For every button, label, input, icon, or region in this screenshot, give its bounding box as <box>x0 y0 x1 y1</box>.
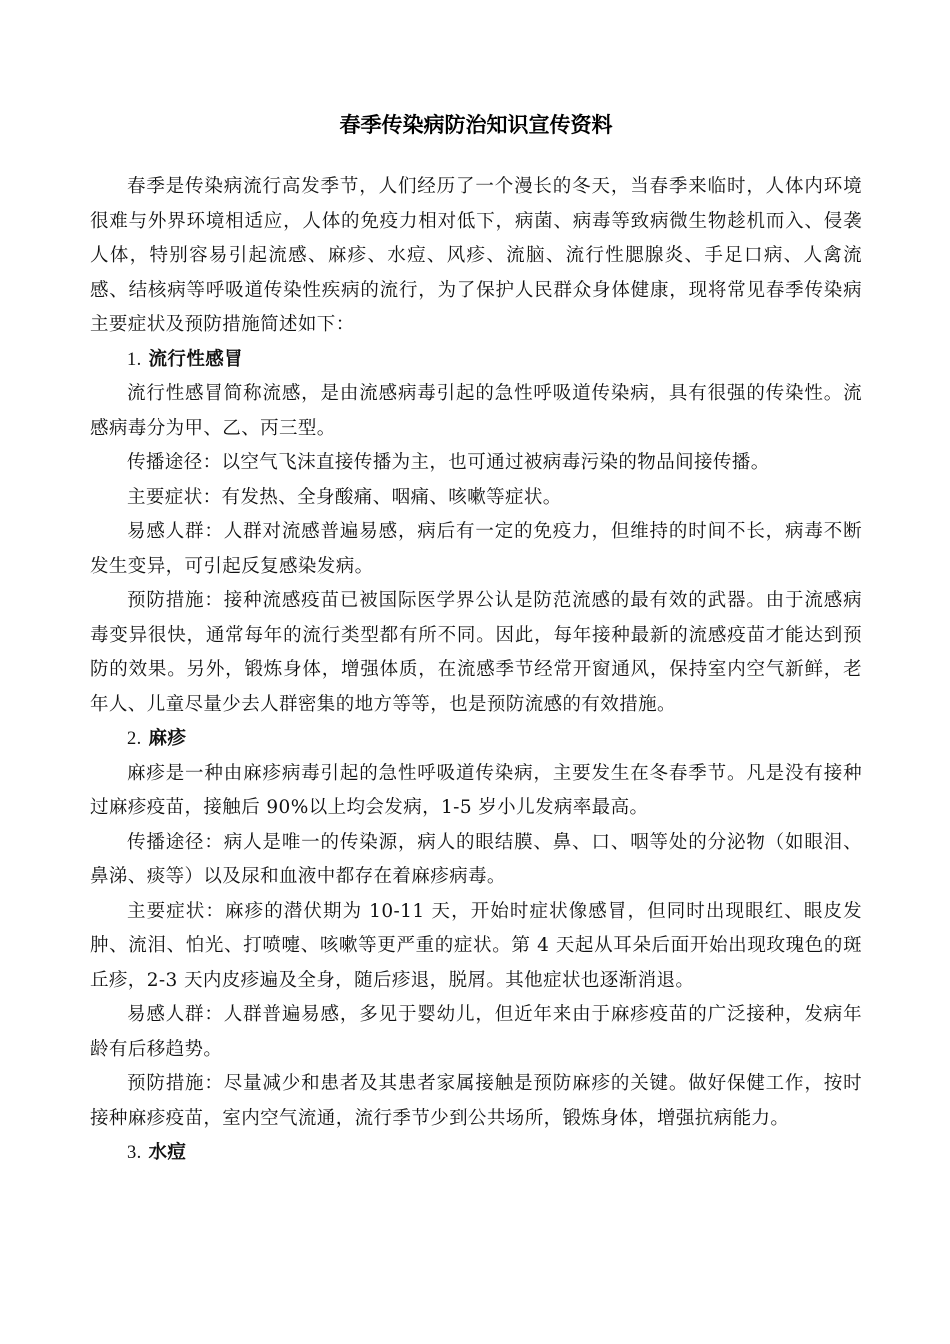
section-heading <box>90 1136 862 1171</box>
section-influenza <box>90 343 862 723</box>
section-heading-text: 水痘 <box>148 1142 187 1163</box>
measles-prevention: 预防措施：尽量减少和患者及其患者家属接触是预防麻疹的关键。做好保健工作，按时接种麻疹疫苗，室内空气流通，流行季节少到公共场所，锻炼身体，增强抗病能力。 <box>90 1073 862 1129</box>
measles-description: 麻疹是一种由麻疹病毒引起的急性呼吸道传染病，主要发生在冬春季节。凡是没有接种过麻疹疫苗，接触后 90%以上均会发病，1-5 岁小儿发病率最高。 <box>90 762 862 818</box>
influenza-susceptible: 易感人群：人群对流感普遍易感，病后有一定的免疫力，但维持的时间不长，病毒不断发生变异，可引起反复感染发病。 <box>90 521 862 577</box>
section-heading <box>90 343 862 378</box>
section-heading <box>90 722 862 757</box>
measles-susceptible: 易感人群：人群普遍易感，多见于婴幼儿，但近年来由于麻疹疫苗的广泛接种，发病年龄有后移趋势。 <box>90 1004 862 1060</box>
section-number: 1. <box>127 349 142 370</box>
section-heading-text: 麻疹 <box>148 728 187 749</box>
section-number: 3. <box>127 1143 142 1163</box>
influenza-symptoms: 主要症状：有发热、全身酸痛、咽痛、咳嗽等症状。 <box>127 486 562 508</box>
section-measles <box>90 722 862 1136</box>
measles-symptoms: 主要症状：麻疹的潜伏期为 10-11 天，开始时症状像感冒，但同时出现眼红、眼皮发肿、流泪、怕光、打喷嚏、咳嗽等更严重的症状。第 4 天起从耳朵后面开始出现玫瑰色的斑丘疹，2-3 天内皮疹遍及全身，随后疹退，脱屑。其他症状也逐渐消退。 <box>90 900 862 991</box>
intro-paragraph: 春季是传染病流行高发季节，人们经历了一个漫长的冬天，当春季来临时，人体内环境很难与外界环境相适应，人体的免疫力相对低下，病菌、病毒等致病微生物趁机而入、侵袭人体，特别容易引起流感、麻疹、水痘、风疹、流脑、流行性腮腺炎、手足口病、人禽流感、结核病等呼吸道传染性疾病的流行，为了保护人民群众身体健康，现将常见春季传染病主要症状及预防措施简述如下： <box>90 176 862 335</box>
document-page <box>90 108 862 1171</box>
influenza-transmission: 传播途径：以空气飞沫直接传播为主，也可通过被病毒污染的物品间接传播。 <box>127 452 770 473</box>
document-title: 春季传染病防治知识宣传资料 <box>339 113 613 137</box>
section-number: 2. <box>127 729 142 749</box>
influenza-description: 流行性感冒简称流感，是由流感病毒引起的急性呼吸道传染病，具有很强的传染性。流感病毒分为甲、乙、丙三型。 <box>90 383 862 439</box>
influenza-prevention: 预防措施：接种流感疫苗已被国际医学界公认是防范流感的最有效的武器。由于流感病毒变异很快，通常每年的流行类型都有所不同。因此，每年接种最新的流感疫苗才能达到预防的效果。另外，锻炼身体，增强体质，在流感季节经常开窗通风，保持室内空气新鲜，老年人、儿童尽量少去人群密集的地方等等，也是预防流感的有效措施。 <box>90 590 862 715</box>
section-chickenpox <box>90 1136 862 1171</box>
measles-transmission: 传播途径：病人是唯一的传染源，病人的眼结膜、鼻、口、咽等处的分泌物（如眼泪、鼻涕、痰等）以及尿和血液中都存在着麻疹病毒。 <box>90 831 862 887</box>
section-heading-text: 流行性感冒 <box>148 348 244 370</box>
